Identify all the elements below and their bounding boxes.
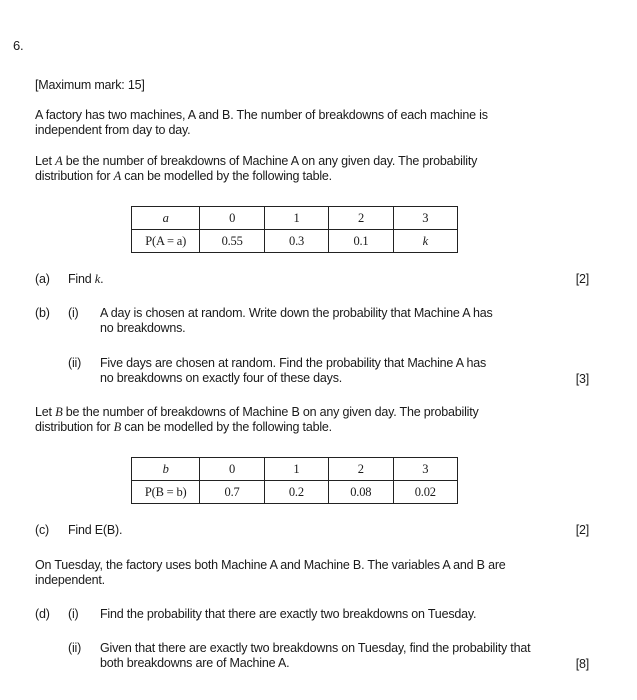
text: distribution for (35, 420, 114, 434)
table-cell: 3 (393, 207, 457, 230)
machine-b-paragraph (35, 405, 479, 435)
part-b-ii-text (100, 356, 486, 386)
text: On Tuesday, the factory uses both Machine A and Machine B. The variables A and B are (35, 558, 506, 572)
part-d-ii-label: (ii) (68, 641, 82, 655)
part-a-label: (a) (35, 272, 50, 286)
table-row (132, 230, 458, 253)
table-cell: 0 (200, 458, 264, 481)
part-c-label: (c) (35, 523, 49, 537)
part-d-mark: [8] (575, 657, 589, 671)
table-row (132, 458, 458, 481)
intro-paragraph (35, 108, 488, 138)
text: Five days are chosen at random. Find the probability that Machine A has (100, 356, 487, 370)
text: Given that there are exactly two breakdowns on Tuesday, find the probability that (100, 641, 531, 655)
variable-b: B (113, 420, 122, 434)
text: distribution for (35, 169, 114, 183)
part-b-i-label: (i) (68, 306, 79, 320)
table-row (132, 207, 458, 230)
table-cell: 0.55 (200, 230, 264, 253)
table-prob-label-b: P(B = b) (132, 481, 200, 504)
table-cell: 0.2 (264, 481, 328, 504)
text: Find (68, 272, 95, 286)
text: A day is chosen at random. Write down the probability that Machine A has (100, 306, 493, 320)
text: can be modelled by the following table. (121, 169, 332, 183)
table-cell: 0.02 (393, 481, 457, 504)
part-c-mark: [2] (575, 523, 589, 537)
text: Let (35, 405, 56, 419)
text: no breakdowns on exactly four of these days. (100, 371, 343, 385)
tuesday-paragraph (35, 558, 506, 588)
table-cell: 1 (264, 207, 328, 230)
text: both breakdowns are of Machine A. (100, 656, 290, 670)
part-b-mark: [3] (575, 372, 589, 386)
max-mark: [Maximum mark: 15] (35, 78, 145, 92)
machine-a-paragraph (35, 154, 477, 184)
text: Let (35, 154, 56, 168)
variable-b: B (55, 405, 63, 419)
text: independent. (35, 573, 105, 587)
text: can be modelled by the following table. (121, 420, 332, 434)
text: be the number of breakdowns of Machine B on any given day. The probability (62, 405, 479, 419)
part-d-i-label: (i) (68, 607, 79, 621)
part-a-mark: [2] (575, 272, 589, 286)
distribution-table-b (131, 457, 458, 504)
table-cell: 0.3 (264, 230, 328, 253)
table-cell: k (393, 230, 457, 253)
variable-a: A (55, 154, 63, 168)
table-row (132, 481, 458, 504)
text: no breakdowns. (100, 321, 186, 335)
table-cell: 2 (329, 458, 393, 481)
part-b-ii-label: (ii) (68, 356, 82, 370)
distribution-table-a (131, 206, 458, 253)
part-c-text: Find E(B). (68, 523, 123, 537)
table-prob-label-a: P(A = a) (132, 230, 200, 253)
table-header-a: a (132, 207, 200, 230)
table-cell: 0.1 (329, 230, 393, 253)
variable-a: A (113, 169, 122, 183)
table-cell: 0 (200, 207, 264, 230)
table-cell: 0.08 (329, 481, 393, 504)
part-d-ii-text (100, 641, 530, 671)
text: be the number of breakdowns of Machine A on any given day. The probability (62, 154, 478, 168)
table-cell: 0.7 (200, 481, 264, 504)
part-d-label: (d) (35, 607, 50, 621)
part-a-text (68, 272, 103, 287)
text: . (100, 272, 104, 286)
table-cell: 2 (329, 207, 393, 230)
part-b-label: (b) (35, 306, 50, 320)
table-cell: 1 (264, 458, 328, 481)
part-b-i-text (100, 306, 493, 336)
table-header-b: b (132, 458, 200, 481)
part-d-i-text: Find the probability that there are exactly two breakdowns on Tuesday. (100, 607, 477, 621)
variable-k: k (94, 272, 101, 286)
question-number: 6. (13, 38, 24, 53)
table-cell: 3 (393, 458, 457, 481)
intro-line-1: A factory has two machines, A and B. The number of breakdowns of each machine is (35, 108, 488, 122)
intro-line-2: independent from day to day. (35, 123, 191, 137)
